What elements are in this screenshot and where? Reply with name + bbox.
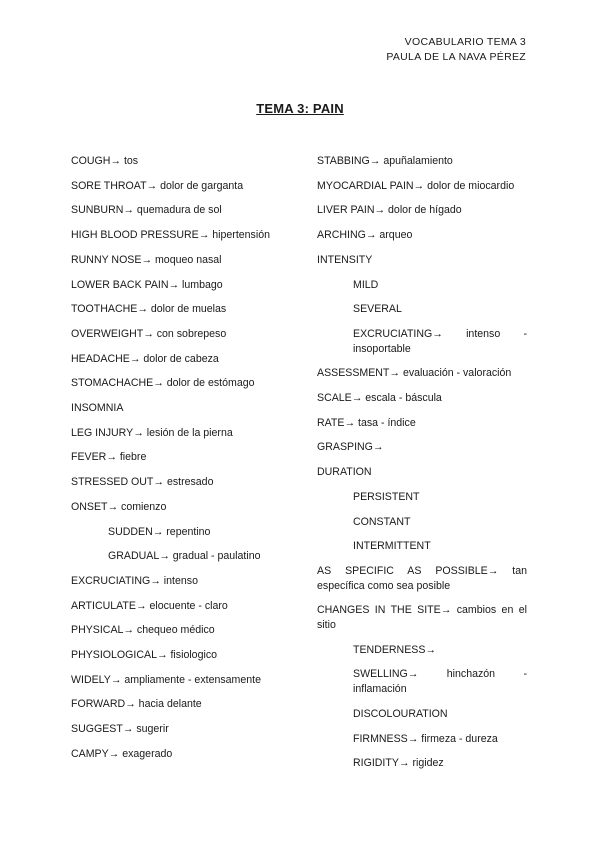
vocab-subentry: DISCOLOURATION (353, 707, 448, 720)
vocab-entry: PHYSIOLOGICAL→ fisiologico (71, 649, 218, 661)
vocab-entry: STABBING→ apuñalamiento (317, 155, 453, 167)
vocab-entry: SUNBURN→ quemadura de sol (71, 204, 222, 217)
vocab-subentry: SUDDEN→ repentino (108, 525, 211, 538)
vocab-subentry: GRADUAL→ gradual - paulatino (108, 550, 261, 563)
vocab-entry: ASSESSMENT→ evaluación - valoración (317, 367, 512, 380)
vocab-entry: SUGGEST→ sugerir (71, 723, 169, 736)
vocab-entry: CAMPY→ exagerado (71, 747, 173, 760)
vocab-subentry: PERSISTENT (353, 490, 420, 503)
vocab-entry: SORE THROAT→ dolor de garganta (71, 179, 244, 192)
vocab-entry: STOMACHACHE→ dolor de estómago (71, 377, 255, 390)
header-author: PAULA DE LA NAVA PÉREZ (386, 51, 526, 63)
vocab-entry: WIDELY→ ampliamente - extensamente (71, 673, 261, 686)
vocab-entry: FEVER→ fiebre (71, 451, 147, 464)
vocab-entry: LIVER PAIN→ dolor de hígado (317, 204, 462, 217)
vocab-subentry: MILD (353, 278, 379, 291)
document-header (386, 35, 526, 65)
vocab-entry: DURATION (317, 466, 372, 479)
vocab-subentry: TENDERNESS→ (353, 643, 436, 656)
vocab-entry: INTENSITY (317, 253, 373, 266)
vocab-entry: ARCHING→ arqueo (317, 229, 413, 242)
vocab-entry: FORWARD→ hacia delante (71, 698, 202, 711)
vocab-entry: STRESSED OUT→ estresado (71, 476, 214, 489)
vocab-entry: CHANGES IN THE SITE→ cambios en el sitio (317, 604, 527, 632)
vocab-subentry: SEVERAL (353, 303, 402, 316)
vocab-entry: EXCRUCIATING→ intenso (71, 574, 198, 587)
vocab-entry: RATE→ tasa - índice (317, 416, 416, 429)
vocab-entry: SCALE→ escala - báscula (317, 392, 442, 404)
vocab-subentry: EXCRUCIATING→ intenso - insoportable (353, 327, 527, 355)
vocab-subentry: CONSTANT (353, 515, 411, 528)
vocab-entry: INSOMNIA (71, 402, 124, 414)
vocab-entry: GRASPING→ (317, 441, 384, 454)
header-course: VOCABULARIO TEMA 3 (404, 36, 526, 48)
vocab-entry: ONSET→ comienzo (71, 500, 167, 513)
vocab-entry: OVERWEIGHT→ con sobrepeso (71, 327, 227, 340)
vocab-entry: HIGH BLOOD PRESSURE→ hipertensión (71, 229, 270, 242)
vocab-entry: LOWER BACK PAIN→ lumbago (71, 278, 223, 291)
vocab-entry: LEG INJURY→ lesión de la pierna (71, 426, 233, 439)
vocab-subentry: SWELLING→ hinchazón - inflamación (353, 668, 527, 696)
vocab-subentry: FIRMNESS→ firmeza - dureza (353, 732, 498, 745)
vocab-subentry: INTERMITTENT (353, 540, 431, 553)
vocab-entry: COUGH→ tos (71, 155, 139, 167)
vocab-entry: ARTICULATE→ elocuente - claro (71, 599, 228, 612)
vocab-entry: AS SPECIFIC AS POSSIBLE→ tan específica como sea posible (317, 564, 527, 592)
vocab-entry: PHYSICAL→ chequeo médico (71, 624, 215, 637)
vocab-entry: TOOTHACHE→ dolor de muelas (71, 303, 227, 316)
page-title: TEMA 3: PAIN (256, 101, 344, 116)
vocab-entry: HEADACHE→ dolor de cabeza (71, 352, 219, 365)
vocab-entry: MYOCARDIAL PAIN→ dolor de miocardio (317, 179, 515, 192)
vocab-subentry: RIGIDITY→ rigidez (353, 757, 444, 770)
vocab-entry: RUNNY NOSE→ moqueo nasal (71, 253, 222, 266)
